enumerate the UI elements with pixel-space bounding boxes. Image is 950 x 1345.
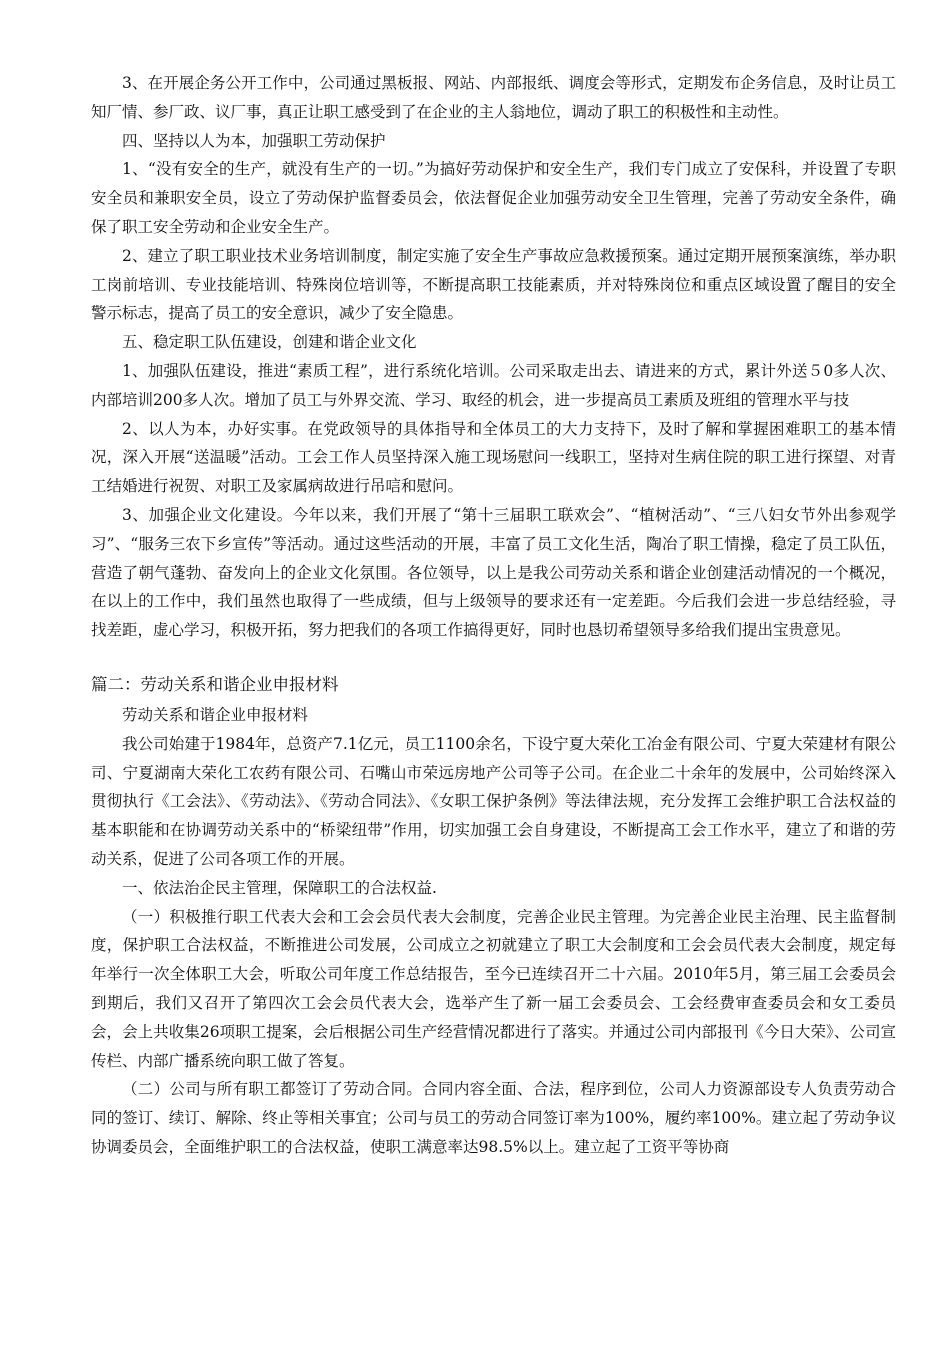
paragraph: 3、加强企业文化建设。今年以来，我们开展了“第十三届职工联欢会”、“植树活动”、“三八妇女节外出参观学习”、“服务三农下乡宣传”等活动。通过这些活动的开展，丰富了员工文化生活，陶冶了职工情操，稳定了员工队伍，营造了朝气蓬勃、奋发向上的企业文化氛围。各位领导，以上是我公司劳动关系和谐企业创建活动情况的一个概况，在以上的工作中，我们虽然也取得了一些成绩，但与上级领导的要求还有一定差距。今后我们会进一步总结经验，寻找差距，虚心学习，积极开拓，努力把我们的各项工作搞得更好，同时也恳切希望领导多给我们提出宝贵意见。 [91, 505, 896, 640]
paragraph: 2、建立了职工职业技术业务培训制度，制定实施了安全生产事故应急救援预案。通过定期开展预案演练，举办职工岗前培训、专业技能培训、特殊岗位培训等，不断提高职工技能素质，并对特殊岗位和重点区域设置了醒目的安全警示标志，提高了员工的安全意识，减少了安全隐患。 [91, 246, 896, 323]
section-heading: 四、坚持以人为本，加强职工劳动保护 [122, 131, 386, 150]
paragraph: （二）公司与所有职工都签订了劳动合同。合同内容全面、合法，程序到位，公司人力资源部设专人负责劳动合同的签订、续订、解除、终止等相关事宜；公司与员工的劳动合同签订率为100%，履约率100%。建立起了劳动争议协调委员会，全面维护职工的合法权益，使职工满意率达98.5%以上。建立起了工资平等协商 [91, 1080, 896, 1156]
paragraph: （一）积极推行职工代表大会和工会会员代表大会制度，完善企业民主管理。为完善企业民主治理、民主监督制度，保护职工合法权益，不断推进公司发展，公司成立之初就建立了职工大会制度和工会会员代表大会制度，规定每年举行一次全体职工大会，听取公司年度工作总结报告，至今已连续召开二十六届。2010年5月，第三届工会委员会到期后，我们又召开了第四次工会会员代表大会，选举产生了新一届工会委员会、工会经费审查委员会和女工委员会，会上共收集26项职工提案，会后根据公司生产经营情况都进行了落实。并通过公司内部报刊《今日大荣》、公司宣传栏、内部广播系统向职工做了答复。 [91, 907, 896, 1070]
section-heading: 五、稳定职工队伍建设，创建和谐企业文化 [122, 333, 417, 352]
document-body [91, 69, 896, 1162]
subtitle: 劳动关系和谐企业申报材料 [122, 705, 309, 724]
paragraph: 1、“没有安全的生产，就没有生产的一切。”为搞好劳动保护和安全生产，我们专门成立了安保科，并设置了专职安全员和兼职安全员，设立了劳动保护监督委员会，依法督促企业加强劳动安全卫生管理，完善了劳动安全条件，确保了职工安全劳动和企业安全生产。 [91, 160, 896, 236]
paragraph: 我公司始建于1984年，总资产7.1亿元，员工1100余名，下设宁夏大荣化工冶金有限公司、宁夏大荣建材有限公司、宁夏湖南大荣化工农药有限公司、石嘴山市荣远房地产公司等子公司。在企业二十余年的发展中，公司始终深入贯彻执行《工会法》、《劳动法》、《劳动合同法》、《女职工保护条例》等法律法规，充分发挥工会维护职工合法权益的基本职能和在协调劳动关系中的“桥梁纽带”作用，切实加强工会自身建设，不断提高工会工作水平，建立了和谐的劳动关系，促进了公司各项工作的开展。 [91, 734, 896, 868]
paragraph: 3、在开展企务公开工作中，公司通过黑板报、网站、内部报纸、调度会等形式，定期发布企务信息，及时让员工知厂情、参厂政、议厂事，真正让职工感受到了在企业的主人翁地位，调动了职工的积极性和主动性。 [91, 74, 896, 121]
paragraph: 1、加强队伍建设，推进“素质工程”，进行系统化培训。公司采取走出去、请进来的方式，累计外送５0多人次、内部培训200多人次。增加了员工与外界交流、学习、取经的机会，进一步提高员工素质及班组的管理水平与技 [91, 361, 896, 409]
article-title: 篇二：劳动关系和谐企业申报材料 [91, 674, 339, 694]
section-heading: 一、依法治企民主管理，保障职工的合法权益. [122, 878, 437, 897]
paragraph: 2、以人为本，办好实事。在党政领导的具体指导和全体员工的大力支持下，及时了解和掌握困难职工的基本情况，深入开展“送温暖”活动。工会工作人员坚持深入施工现场慰问一线职工，坚持对生病住院的职工进行探望、对青工结婚进行祝贺、对职工及家属病故进行吊唁和慰问。 [91, 419, 896, 496]
